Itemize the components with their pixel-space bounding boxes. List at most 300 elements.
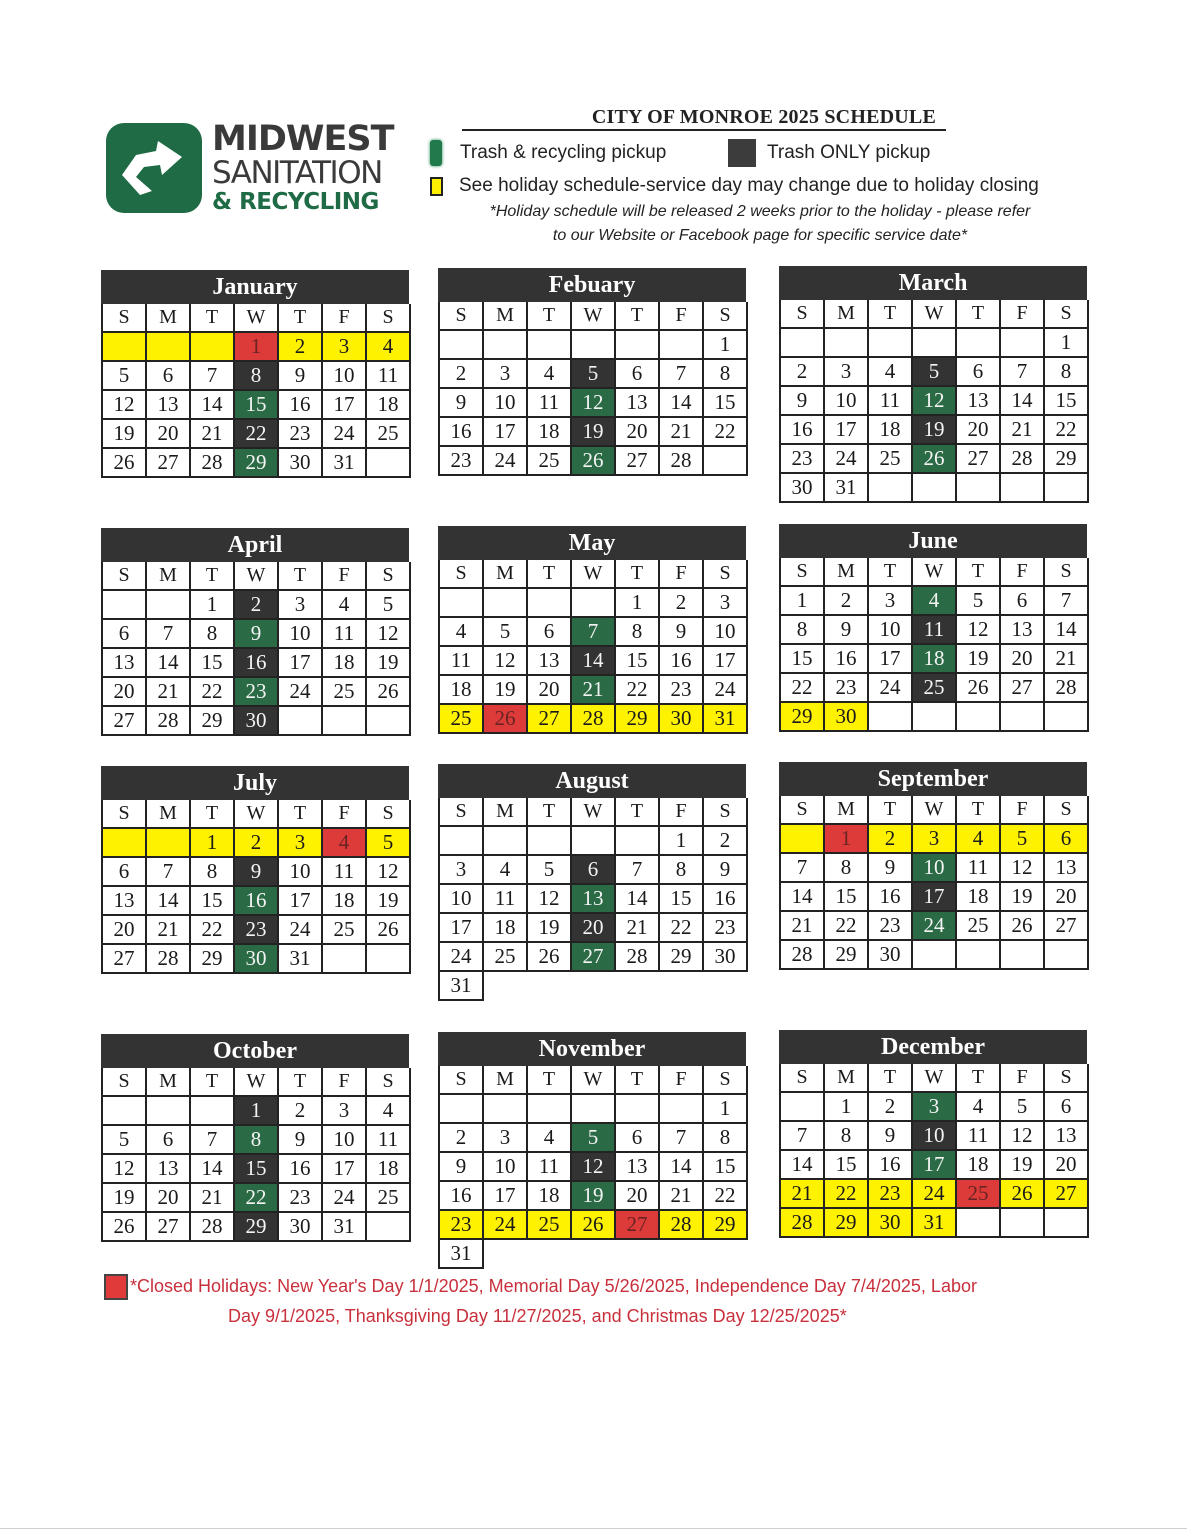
weekday-header: T (957, 300, 1001, 329)
day-cell: 12 (913, 387, 957, 416)
legend-yellow (430, 175, 1039, 197)
day-cell: 29 (235, 1213, 279, 1242)
day-cell: 11 (869, 387, 913, 416)
empty-day-cell (957, 703, 1001, 732)
empty-day-cell (781, 1093, 825, 1122)
day-cell: 17 (279, 649, 323, 678)
month-calendar-august (438, 764, 746, 1001)
month-calendar-july (101, 766, 409, 974)
month-calendar-april (101, 528, 409, 736)
weekday-header: T (616, 798, 660, 827)
day-cell: 20 (957, 416, 1001, 445)
day-cell: 26 (103, 1213, 147, 1242)
day-cell: 7 (191, 362, 235, 391)
weekday-header: T (279, 562, 323, 591)
day-cell: 24 (484, 1211, 528, 1240)
weekday-header: T (191, 1068, 235, 1097)
day-cell: 16 (235, 649, 279, 678)
weekday-header: S (704, 560, 748, 589)
month-title: July (101, 766, 409, 800)
empty-day-cell (913, 941, 957, 970)
empty-day-cell (869, 703, 913, 732)
day-cell: 10 (869, 616, 913, 645)
yellow-swatch-icon (430, 177, 443, 196)
day-cell: 4 (869, 358, 913, 387)
weekday-header: F (1001, 1064, 1045, 1093)
empty-day-cell (1045, 941, 1089, 970)
month-title: October (101, 1034, 409, 1068)
empty-day-cell (913, 474, 957, 503)
weekday-header: S (781, 1064, 825, 1093)
day-cell: 13 (1001, 616, 1045, 645)
weekday-header: M (147, 562, 191, 591)
weekday-header: M (825, 1064, 869, 1093)
day-cell: 17 (323, 391, 367, 420)
day-cell: 13 (147, 391, 191, 420)
day-cell: 15 (704, 389, 748, 418)
empty-day-cell (367, 707, 411, 736)
green-swatch-icon (430, 140, 442, 166)
weekday-header: F (323, 800, 367, 829)
day-cell: 20 (103, 916, 147, 945)
day-cell: 7 (616, 856, 660, 885)
day-cell: 16 (704, 885, 748, 914)
empty-day-cell (147, 591, 191, 620)
empty-day-cell (781, 329, 825, 358)
empty-day-cell (869, 474, 913, 503)
day-cell: 9 (279, 362, 323, 391)
day-cell: 7 (191, 1126, 235, 1155)
day-cell: 5 (1001, 1093, 1045, 1122)
empty-day-cell (1045, 474, 1089, 503)
day-cell: 12 (1001, 854, 1045, 883)
day-cell: 4 (528, 1124, 572, 1153)
day-cell: 24 (279, 916, 323, 945)
day-cell: 19 (1001, 1151, 1045, 1180)
day-cell: 27 (572, 943, 616, 972)
day-cell: 17 (704, 647, 748, 676)
day-cell: 26 (1001, 1180, 1045, 1209)
weekday-header: T (279, 304, 323, 333)
day-cell: 18 (440, 676, 484, 705)
empty-day-cell (1001, 1209, 1045, 1238)
day-cell: 25 (323, 916, 367, 945)
weekday-header: S (440, 560, 484, 589)
day-cell: 6 (103, 620, 147, 649)
empty-day-cell (147, 333, 191, 362)
day-cell: 28 (1045, 674, 1089, 703)
day-cell: 19 (572, 418, 616, 447)
day-cell: 17 (323, 1155, 367, 1184)
day-cell: 15 (1045, 387, 1089, 416)
empty-day-cell (781, 825, 825, 854)
company-logo (106, 119, 406, 215)
empty-day-cell (103, 829, 147, 858)
day-cell: 9 (869, 854, 913, 883)
day-cell: 9 (440, 389, 484, 418)
month-grid (779, 558, 1087, 732)
day-cell: 3 (484, 1124, 528, 1153)
day-cell: 17 (484, 1182, 528, 1211)
day-cell: 16 (869, 883, 913, 912)
day-cell: 17 (484, 418, 528, 447)
empty-day-cell (1001, 329, 1045, 358)
month-title: August (438, 764, 746, 798)
weekday-header: W (913, 796, 957, 825)
day-cell: 14 (1001, 387, 1045, 416)
day-cell: 12 (572, 1153, 616, 1182)
day-cell: 23 (440, 447, 484, 476)
day-cell: 27 (616, 447, 660, 476)
holiday-note-line-2: to our Website or Facebook page for specific service date* (552, 227, 968, 244)
day-cell: 26 (572, 1211, 616, 1240)
day-cell: 9 (825, 616, 869, 645)
day-cell: 18 (323, 887, 367, 916)
day-cell: 29 (235, 449, 279, 478)
day-cell: 29 (191, 707, 235, 736)
weekday-header: S (103, 800, 147, 829)
day-cell: 4 (367, 1097, 411, 1126)
day-cell: 29 (704, 1211, 748, 1240)
month-title: March (779, 266, 1087, 300)
day-cell: 8 (704, 1124, 748, 1153)
weekday-header: T (191, 562, 235, 591)
day-cell: 3 (484, 360, 528, 389)
day-cell: 15 (825, 1151, 869, 1180)
day-cell: 25 (957, 1180, 1001, 1209)
day-cell: 26 (528, 943, 572, 972)
day-cell: 22 (704, 1182, 748, 1211)
day-cell: 3 (825, 358, 869, 387)
day-cell: 31 (323, 1213, 367, 1242)
weekday-header: F (323, 1068, 367, 1097)
weekday-header: W (235, 562, 279, 591)
legend-green (430, 140, 666, 166)
day-cell: 12 (572, 389, 616, 418)
day-cell: 21 (191, 420, 235, 449)
day-cell: 3 (323, 1097, 367, 1126)
weekday-header: S (704, 302, 748, 331)
weekday-header: T (279, 800, 323, 829)
day-cell: 6 (572, 856, 616, 885)
month-grid (779, 796, 1087, 970)
empty-day-cell (1001, 474, 1045, 503)
weekday-header: W (572, 798, 616, 827)
day-cell: 18 (528, 1182, 572, 1211)
day-cell: 24 (279, 678, 323, 707)
day-cell: 10 (913, 1122, 957, 1151)
month-calendar-september (779, 762, 1087, 970)
day-cell: 11 (323, 620, 367, 649)
red-swatch-icon (104, 1274, 128, 1300)
day-cell: 1 (235, 333, 279, 362)
day-cell: 25 (367, 1184, 411, 1213)
day-cell: 7 (660, 360, 704, 389)
weekday-header: S (367, 1068, 411, 1097)
day-cell: 30 (279, 449, 323, 478)
day-cell: 4 (323, 591, 367, 620)
day-cell: 19 (103, 1184, 147, 1213)
empty-day-cell (660, 1095, 704, 1124)
day-cell: 28 (616, 943, 660, 972)
weekday-header: F (660, 798, 704, 827)
day-cell: 28 (781, 941, 825, 970)
day-cell: 24 (323, 1184, 367, 1213)
month-grid (101, 562, 409, 736)
empty-day-cell (147, 1097, 191, 1126)
day-cell: 4 (323, 829, 367, 858)
logo-line-1: MIDWEST (212, 119, 394, 159)
day-cell: 22 (1045, 416, 1089, 445)
day-cell: 30 (704, 943, 748, 972)
weekday-header: S (1045, 796, 1089, 825)
day-cell: 11 (528, 389, 572, 418)
weekday-header: M (147, 800, 191, 829)
day-cell: 8 (235, 362, 279, 391)
day-cell: 7 (660, 1124, 704, 1153)
month-title: May (438, 526, 746, 560)
day-cell: 5 (572, 1124, 616, 1153)
empty-day-cell (440, 331, 484, 360)
weekday-header: W (913, 300, 957, 329)
day-cell: 23 (660, 676, 704, 705)
month-grid (438, 302, 746, 476)
day-cell: 25 (528, 1211, 572, 1240)
day-cell: 31 (825, 474, 869, 503)
day-cell: 23 (235, 916, 279, 945)
day-cell: 5 (572, 360, 616, 389)
day-cell: 22 (660, 914, 704, 943)
day-cell: 19 (1001, 883, 1045, 912)
weekday-header: F (660, 302, 704, 331)
day-cell: 1 (191, 829, 235, 858)
day-cell: 6 (147, 362, 191, 391)
weekday-header: W (235, 304, 279, 333)
day-cell: 9 (235, 620, 279, 649)
weekday-header: T (869, 796, 913, 825)
weekday-header: S (1045, 558, 1089, 587)
empty-day-cell (957, 474, 1001, 503)
day-cell: 12 (1001, 1122, 1045, 1151)
weekday-header: W (572, 302, 616, 331)
empty-day-cell (572, 827, 616, 856)
weekday-header: S (367, 562, 411, 591)
day-cell: 5 (528, 856, 572, 885)
empty-day-cell (440, 589, 484, 618)
day-cell: 8 (191, 858, 235, 887)
day-cell: 29 (825, 941, 869, 970)
day-cell: 27 (147, 449, 191, 478)
turn-right-arrow-icon (106, 123, 202, 213)
day-cell: 21 (572, 676, 616, 705)
day-cell: 3 (440, 856, 484, 885)
day-cell: 11 (484, 885, 528, 914)
empty-day-cell (323, 707, 367, 736)
month-title: December (779, 1030, 1087, 1064)
month-grid (101, 1068, 409, 1242)
day-cell: 12 (103, 391, 147, 420)
weekday-header: W (572, 1066, 616, 1095)
month-calendar-january (101, 270, 409, 478)
day-cell: 11 (913, 616, 957, 645)
empty-day-cell (957, 1209, 1001, 1238)
empty-day-cell (484, 331, 528, 360)
day-cell: 15 (235, 391, 279, 420)
day-cell: 5 (367, 829, 411, 858)
month-grid (438, 798, 746, 1001)
day-cell: 10 (913, 854, 957, 883)
day-cell: 1 (825, 1093, 869, 1122)
day-cell: 6 (1001, 587, 1045, 616)
weekday-header: F (660, 560, 704, 589)
day-cell: 22 (191, 916, 235, 945)
day-cell: 2 (279, 1097, 323, 1126)
empty-day-cell (957, 329, 1001, 358)
day-cell: 11 (367, 362, 411, 391)
month-grid (779, 1064, 1087, 1238)
day-cell: 27 (957, 445, 1001, 474)
day-cell: 14 (660, 1153, 704, 1182)
day-cell: 2 (869, 825, 913, 854)
legend-dark-label: Trash ONLY pickup (767, 142, 931, 163)
day-cell: 26 (913, 445, 957, 474)
day-cell: 13 (103, 649, 147, 678)
day-cell: 25 (869, 445, 913, 474)
day-cell: 25 (528, 447, 572, 476)
empty-day-cell (704, 447, 748, 476)
month-calendar-may (438, 526, 746, 734)
day-cell: 20 (1045, 1151, 1089, 1180)
weekday-header: M (484, 798, 528, 827)
day-cell: 18 (367, 391, 411, 420)
day-cell: 3 (279, 829, 323, 858)
day-cell: 6 (103, 858, 147, 887)
day-cell: 25 (440, 705, 484, 734)
day-cell: 2 (781, 358, 825, 387)
day-cell: 24 (913, 912, 957, 941)
weekday-header: T (869, 300, 913, 329)
empty-day-cell (528, 1095, 572, 1124)
empty-day-cell (869, 329, 913, 358)
weekday-header: S (1045, 300, 1089, 329)
day-cell: 12 (367, 858, 411, 887)
day-cell: 26 (103, 449, 147, 478)
empty-day-cell (103, 333, 147, 362)
day-cell: 26 (367, 916, 411, 945)
day-cell: 29 (660, 943, 704, 972)
day-cell: 10 (279, 858, 323, 887)
weekday-header: M (484, 302, 528, 331)
day-cell: 12 (484, 647, 528, 676)
day-cell: 20 (1001, 645, 1045, 674)
day-cell: 2 (825, 587, 869, 616)
day-cell: 30 (235, 707, 279, 736)
day-cell: 5 (1001, 825, 1045, 854)
day-cell: 14 (147, 649, 191, 678)
empty-day-cell (572, 589, 616, 618)
day-cell: 26 (367, 678, 411, 707)
empty-day-cell (572, 1095, 616, 1124)
day-cell: 7 (1045, 587, 1089, 616)
day-cell: 25 (913, 674, 957, 703)
day-cell: 30 (869, 1209, 913, 1238)
day-cell: 21 (147, 678, 191, 707)
day-cell: 1 (704, 1095, 748, 1124)
day-cell: 16 (869, 1151, 913, 1180)
day-cell: 11 (323, 858, 367, 887)
day-cell: 3 (913, 825, 957, 854)
holiday-note-line-1: *Holiday schedule will be released 2 weeks prior to the holiday - please refer (489, 203, 1031, 220)
empty-day-cell (367, 945, 411, 974)
empty-day-cell (279, 707, 323, 736)
empty-day-cell (616, 1095, 660, 1124)
weekday-header: M (825, 300, 869, 329)
weekday-header: S (103, 1068, 147, 1097)
empty-day-cell (367, 1213, 411, 1242)
page-title: CITY OF MONROE 2025 SCHEDULE (591, 106, 936, 128)
day-cell: 17 (440, 914, 484, 943)
day-cell: 24 (704, 676, 748, 705)
day-cell: 23 (825, 674, 869, 703)
day-cell: 13 (147, 1155, 191, 1184)
weekday-header: T (616, 1066, 660, 1095)
day-cell: 18 (528, 418, 572, 447)
day-cell: 21 (616, 914, 660, 943)
day-cell: 29 (616, 705, 660, 734)
empty-day-cell (660, 331, 704, 360)
empty-day-cell (528, 589, 572, 618)
day-cell: 27 (616, 1211, 660, 1240)
weekday-header: T (957, 796, 1001, 825)
day-cell: 10 (484, 389, 528, 418)
day-cell: 21 (1045, 645, 1089, 674)
weekday-header: M (147, 1068, 191, 1097)
month-title: April (101, 528, 409, 562)
day-cell: 11 (957, 854, 1001, 883)
day-cell: 8 (704, 360, 748, 389)
day-cell: 8 (235, 1126, 279, 1155)
day-cell: 3 (323, 333, 367, 362)
day-cell: 31 (704, 705, 748, 734)
day-cell: 12 (367, 620, 411, 649)
day-cell: 12 (957, 616, 1001, 645)
day-cell: 1 (1045, 329, 1089, 358)
weekday-header: S (103, 562, 147, 591)
day-cell: 14 (781, 883, 825, 912)
day-cell: 16 (279, 1155, 323, 1184)
weekday-header: T (528, 798, 572, 827)
day-cell: 19 (367, 649, 411, 678)
month-calendar-june (779, 524, 1087, 732)
weekday-header: T (957, 558, 1001, 587)
day-cell: 2 (235, 829, 279, 858)
day-cell: 28 (1001, 445, 1045, 474)
day-cell: 13 (616, 389, 660, 418)
day-cell: 22 (235, 1184, 279, 1213)
empty-day-cell (1001, 703, 1045, 732)
day-cell: 18 (323, 649, 367, 678)
day-cell: 5 (367, 591, 411, 620)
day-cell: 9 (279, 1126, 323, 1155)
month-grid (779, 300, 1087, 503)
empty-day-cell (1045, 1209, 1089, 1238)
closed-holidays-line-2: Day 9/1/2025, Thanksgiving Day 11/27/2025, and Christmas Day 12/25/2025* (228, 1306, 847, 1326)
empty-day-cell (913, 329, 957, 358)
day-cell: 6 (147, 1126, 191, 1155)
day-cell: 25 (957, 912, 1001, 941)
empty-day-cell (440, 827, 484, 856)
day-cell: 13 (1045, 1122, 1089, 1151)
